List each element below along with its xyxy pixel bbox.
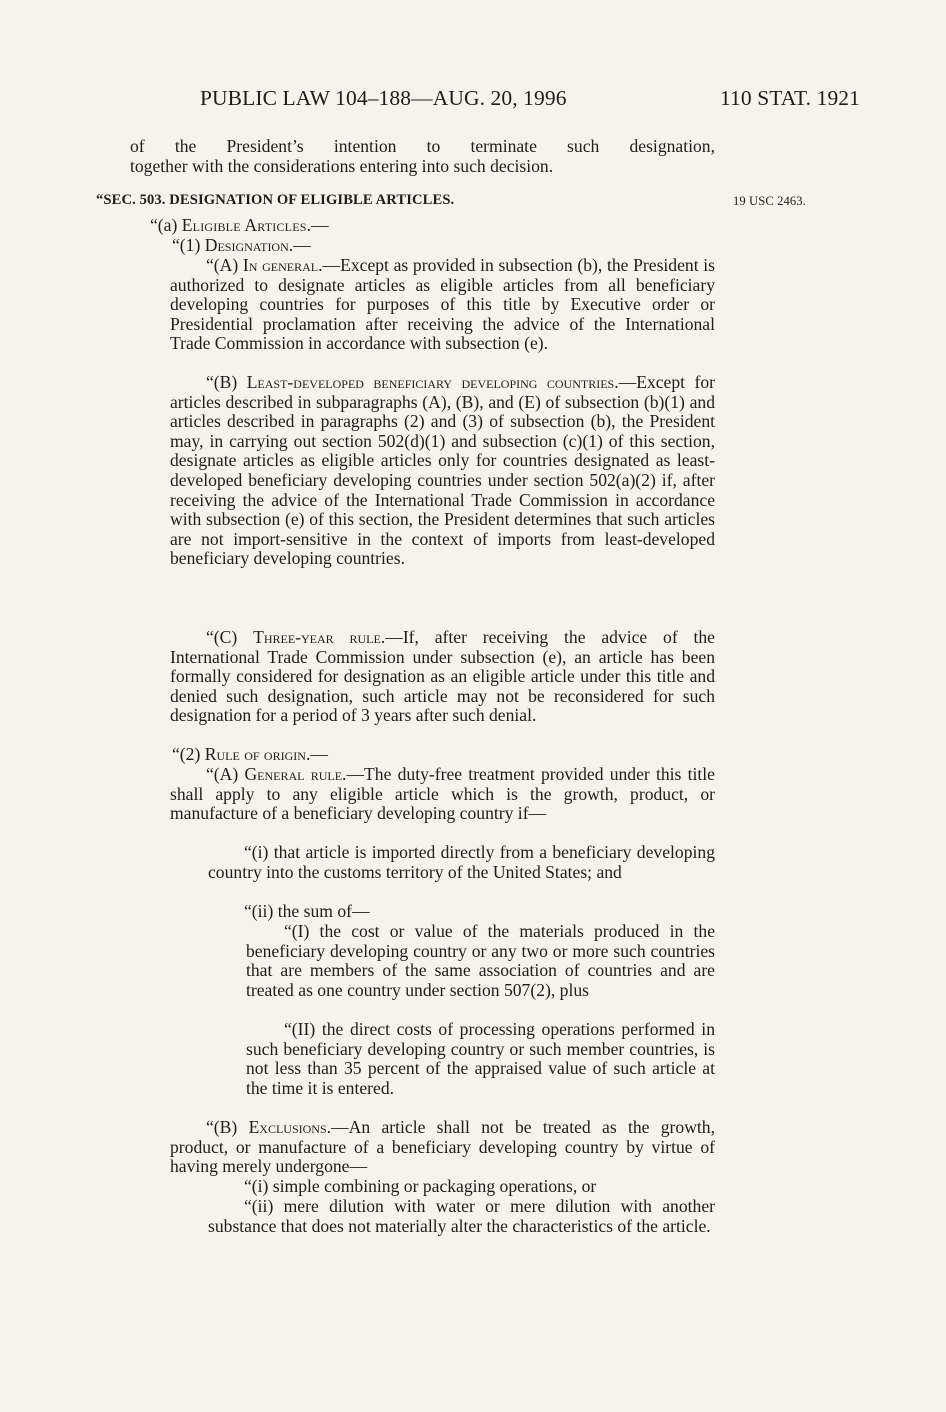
paragraph-2-heading <box>172 745 712 765</box>
subparagraph-2B-text <box>170 1118 715 1177</box>
subparagraph-2B-body: .—An article shall not be treated as the growth, product, or manufacture of a beneficiary developing country by virtue of having merely undergone— <box>170 1117 715 1177</box>
subparagraph-2A-body: .—The duty-free treatment provided under this title shall apply to any eligible article which is the growth, product, or manufacture of a beneficiary developing country if— <box>170 764 715 824</box>
subparagraph-2A <box>170 765 715 824</box>
subsection-a-prefix: “(a) <box>150 215 182 235</box>
paragraph-1-title: Designation <box>204 235 289 255</box>
paragraph-2-title: Rule of origin <box>204 744 306 764</box>
clause-2A-ii-text: “(ii) the sum of— <box>244 901 370 921</box>
subparagraph-2A-text <box>170 765 715 824</box>
subparagraph-1A-body: .—Except as provided in subsection (b), the President is authorized to designate articles as eligible articles from all beneficiary developing countries for purposes of this title by Executive order or Presidential proclamation after receiving the advice of the International Trade Commission in accordance with subsection (e). <box>170 255 715 354</box>
paragraph-2-prefix: “(2) <box>172 744 205 764</box>
subparagraph-1B-text <box>170 373 715 569</box>
clause-2B-ii-text: “(ii) mere dilution with water or mere dilution with another substance that does not materially alter the characteristics of the article. <box>208 1196 715 1236</box>
subparagraph-1C-lead: “(C) <box>206 627 254 647</box>
subparagraph-2B-lead: “(B) <box>206 1117 249 1137</box>
header-stat-page: 110 STAT. 1921 <box>719 86 860 110</box>
clause-2A-i <box>208 843 715 882</box>
clause-2A-ii <box>208 902 715 922</box>
subparagraph-1A-lead: “(A) <box>206 255 243 275</box>
subparagraph-1C <box>170 628 715 726</box>
subparagraph-1A-text <box>170 256 715 354</box>
subsection-a-title: Eligible Articles <box>181 215 307 235</box>
section-heading: “SEC. 503. DESIGNATION OF ELIGIBLE ARTICLES. <box>96 192 455 208</box>
carryover-text <box>130 137 715 176</box>
clause-2B-i <box>208 1177 715 1197</box>
carryover-line-1: of the President’s intention to terminate such designation, <box>130 136 715 156</box>
carryover-line-2: together with the considerations entering into such decision. <box>130 155 554 176</box>
subclause-II-text: “(II) the direct costs of processing operations performed in such beneficiary developing country or such member countries, is not less than 35 percent of the appraised value of such article at the time it is entered. <box>246 1019 715 1098</box>
running-header <box>200 86 860 116</box>
subparagraph-1B-lead: “(B) <box>206 372 247 392</box>
paragraph-1-suffix: .— <box>288 235 311 255</box>
subparagraph-1C-title: Three-year rule <box>253 627 381 647</box>
subsection-a-suffix: .— <box>306 215 329 235</box>
subparagraph-1C-text <box>170 628 715 726</box>
subparagraph-1B-body: .—Except for articles described in subparagraphs (A), (B), and (E) of subsection (b)(1) and articles described in paragraphs (2) and (3) of subsection (b), the President may, in carrying out section 502(d)(1) and subsection (c)(1) of this section, designate articles as eligible articles only for countries designated as least-developed beneficiary developing countries under section 502(a)(2) if, after receiving the advice of the International Trade Commission in accordance with subsection (e) of this section, the President determines that such articles are not import-sensitive in the context of imports from least-developed beneficiary developing countries. <box>170 372 715 569</box>
subparagraph-2B-title: Exclusions <box>248 1117 327 1137</box>
margin-note-usc: 19 USC 2463. <box>733 194 806 208</box>
clause-2A-i-text: “(i) that article is imported directly from a beneficiary developing country into the customs territory of the United States; and <box>208 842 715 882</box>
subparagraph-1B <box>170 373 715 569</box>
subclause-II <box>246 1020 715 1098</box>
subparagraph-1A-title: In general <box>242 255 319 275</box>
subparagraph-2A-lead: “(A) <box>206 764 245 784</box>
subparagraph-1A <box>170 256 715 354</box>
subsection-a-heading <box>150 216 710 236</box>
paragraph-1-prefix: “(1) <box>172 235 205 255</box>
paragraph-1-heading <box>172 236 712 256</box>
subparagraph-2B <box>170 1118 715 1177</box>
subparagraph-2A-title: General rule <box>244 764 343 784</box>
subparagraph-1C-body: .—If, after receiving the advice of the International Trade Commission under subsection (e), an article has been formally considered for designation as an eligible article under this title and denied such designation, such article may not be reconsidered for such designation for a period of 3 years after such denial. <box>170 627 715 726</box>
paragraph-2-suffix: .— <box>305 744 328 764</box>
subparagraph-1B-title: Least-developed beneficiary developing countries <box>246 372 615 392</box>
clause-2B-ii <box>208 1197 715 1236</box>
clause-2B-i-text: “(i) simple combining or packaging operations, or <box>244 1176 597 1196</box>
subclause-I-text: “(I) the cost or value of the materials produced in the beneficiary developing country or any two or more such countries that are members of the same association of countries and are treated as one country under section 507(2), plus <box>246 921 715 1000</box>
header-law-citation: PUBLIC LAW 104–188—AUG. 20, 1996 <box>200 86 567 110</box>
subclause-I <box>246 922 715 1000</box>
